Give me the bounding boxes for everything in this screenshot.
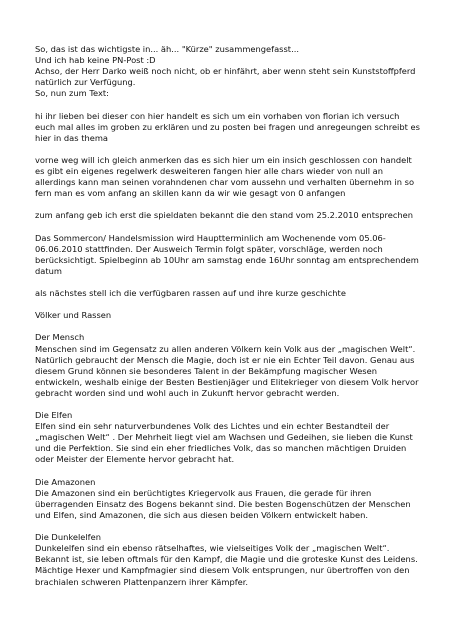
race-description: Dunkelelfen sind ein ebenso rätselhaftes, wie vielseitiges Volk der „magischen Welt“. Bekannt ist, sie leben oftmals für den Kampf, die Magie und die groteske Kunst des Leidens. Mächtige Hexer und Kampfmagier sind diesem Volk entsprungen, nur übertroffen von den brachialen schweren Plattenpanzern ihrer Kämpfer. (35, 543, 418, 587)
race-description: Die Amazonen sind ein berüchtigtes Kriegervolk aus Frauen, die gerade für ihren überragenden Einsatz des Bogens bekannt sind. Die besten Bogenschützen der Menschen und Elfen, sind Amazonen, die sich aus diesen beiden Völkern entwickelt haben. (35, 487, 411, 520)
text-line: So, das ist das wichtigste in... äh... "Kürze" zusammengefasst... (35, 44, 299, 54)
section-heading: Völker und Rassen (35, 310, 112, 321)
race-description: Elfen sind ein sehr naturverbundenes Volk des Lichtes und ein echter Bestandteil der „magischen Welt“ . Der Mehrheit liegt viel am Wachsen und Gedeihen, sie lieben die Kunst und die Perfektion. Sie sind ein eher friedliches Volk, das so manchen mächtigen Druiden oder Meister der Elemente hervor gebracht hat. (35, 421, 413, 465)
document-page (35, 44, 421, 588)
text-line: So, nun zum Text: (35, 88, 109, 99)
event-paragraph: Das Sommercon/ Handelsmission wird Hauptterminlich am Wochenende vom 05.06-06.06.2010 stattfinden. Der Ausweich Termin folgt später, vorschläge, werden noch berücksichtigt. Spielbeginn ab 10Uhr am samstag ende 16Uhr sonntag am entsprechendem datum (35, 232, 419, 276)
intro-paragraph: hi ihr lieben bei dieser con hier handelt es sich um ein vorhaben von florian ich versuch euch mal alles im groben zu erklären und zu posten bei fragen und anregeungen schreibt es hier in das thema (35, 110, 420, 143)
race-description: Menschen sind im Gegensatz zu allen anderen Völkern kein Volk aus der „magischen Welt“. Natürlich gebraucht der Mensch die Magie, doch ist er nie ein Echter Teil davon. Genau aus diesem Grund können sie besonderes Talent in der Bekämpfung magischer Wesen entwickeln, weshalb einige der Besten Bestienjäger und Elitekrieger von diesem Volk hervor gebracht worden sind und wohl auch in Zukunft hervor gebracht werden. (35, 343, 419, 398)
text-line: Und ich hab keine PN-Post :D (35, 55, 156, 66)
rules-paragraph: vorne weg will ich gleich anmerken das es sich hier um ein insich geschlossen con handelt es gibt ein eigenes regelwerk desweiteren fangen hier alle chars wieder von null an allerdings kann man seinen vorahndenen char vom aussehn und verhalten übernehm in so fern man es vom anfang an skillen kann da wir wie gesagt von 0 anfangen (35, 154, 415, 199)
race-name: Die Elfen (35, 410, 73, 421)
next-paragraph: als nächstes stell ich die verfügbaren rassen auf und ihre kurze geschichte (35, 288, 346, 299)
race-name: Die Amazonen (35, 476, 96, 487)
dates-paragraph: zum anfang geb ich erst die spieldaten bekannt die den stand vom 25.2.2010 entsprechen (35, 210, 414, 221)
race-name: Der Mensch (35, 332, 85, 343)
text-line: Achso, der Herr Darko weiß noch nicht, ob er hinfährt, aber wenn steht sein Kunststoffpferd natürlich zur Verfügung. (35, 66, 416, 88)
race-name: Die Dunkelelfen (35, 532, 101, 543)
